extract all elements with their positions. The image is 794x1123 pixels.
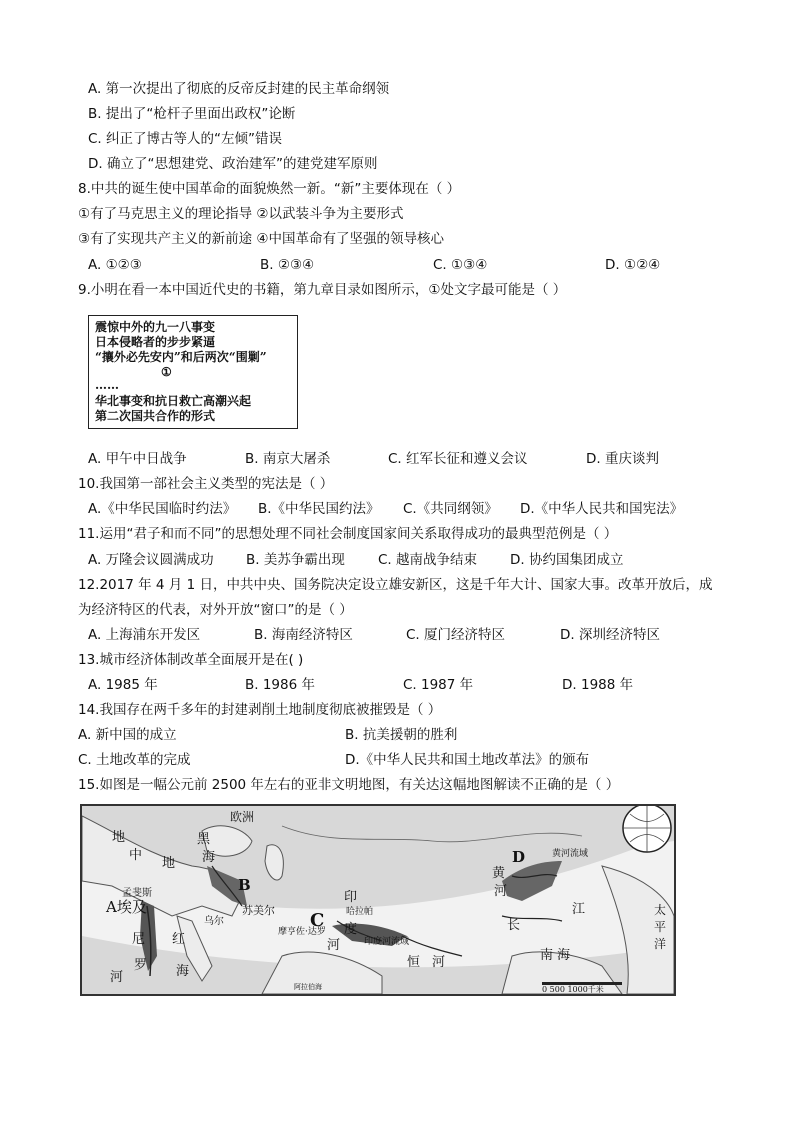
- q12-option-a: A. 上海浦东开发区: [88, 627, 201, 643]
- label-di: 地: [162, 856, 176, 871]
- label-yang: 洋: [654, 937, 667, 951]
- map-graphic: [82, 806, 674, 994]
- q10-option-a: A.《中华民国临时约法》: [88, 501, 237, 517]
- toc-line-6: 华北事变和抗日救亡高潮兴起: [95, 394, 252, 408]
- label-b: B: [238, 876, 251, 894]
- label-nile-luo: 罗: [134, 958, 148, 973]
- q11-option-b: B. 美苏争霸出现: [246, 552, 345, 568]
- label-arabian: 阿拉伯海: [294, 983, 322, 991]
- label-memphis: 孟斐斯: [122, 888, 152, 899]
- q13-option-b: B. 1986 年: [245, 677, 315, 693]
- label-ping: 平: [654, 920, 667, 934]
- q12-option-b: B. 海南经济特区: [254, 627, 353, 643]
- q13-stem: 13.城市经济体制改革全面展开是在( ): [78, 652, 304, 668]
- label-river-he: 河: [327, 938, 341, 953]
- label-ur: 乌尔: [204, 916, 224, 927]
- label-yellow-valley: 黄河流域: [552, 849, 589, 859]
- label-nile-he: 河: [110, 970, 124, 985]
- q14-stem: 14.我国存在两千多年的封建剥削土地制度彻底被摧毁是（ ）: [78, 702, 442, 718]
- label-india: 印: [344, 890, 358, 905]
- label-d: D: [512, 848, 526, 866]
- label-nile-ni: 尼: [132, 932, 146, 947]
- q10-option-c: C.《共同纲领》: [403, 501, 498, 517]
- label-egypt-a: A埃及: [106, 898, 147, 916]
- q12-option-d: D. 深圳经济特区: [560, 627, 660, 643]
- label-c: C: [310, 910, 325, 931]
- q11-option-a: A. 万隆会议圆满成功: [88, 552, 214, 568]
- label-jiang: 江: [572, 902, 586, 917]
- q7-option-c: C. 纠正了博古等人的“左倾”错误: [88, 131, 282, 147]
- q15-stem: 15.如图是一幅公元前 2500 年左右的亚非文明地图，有关达这幅地图解读不正确的是（ ）: [78, 777, 620, 793]
- q11-stem: 11.运用“君子和而不同”的思想处理不同社会制度国家间关系取得成功的最典型范例是（ ）: [78, 526, 618, 542]
- q12-option-c: C. 厦门经济特区: [406, 627, 506, 643]
- toc-line-3: “攘外必先安内”和后两次“围剿”: [95, 350, 267, 364]
- q11-option-d: D. 协约国集团成立: [510, 552, 624, 568]
- q9-toc-figure: [88, 315, 298, 429]
- q8-option-a: A. ①②③: [88, 257, 142, 273]
- label-land: 地: [112, 830, 126, 845]
- q11-option-c: C. 越南战争结束: [378, 552, 478, 568]
- q8-statement-2: ③有了实现共产主义的新前途 ④中国革命有了坚强的领导核心: [78, 231, 444, 247]
- label-tai: 太: [654, 903, 667, 917]
- q12-stem-line-2: 为经济特区的代表，对外开放“窗口”的是（ ）: [78, 602, 353, 618]
- northern-coast: [282, 826, 582, 842]
- q8-stem: 8.中共的诞生使中国革命的面貌焕然一新。“新”主要体现在（ ）: [78, 181, 461, 197]
- q14-option-c: C. 土地改革的完成: [78, 752, 191, 768]
- toc-line-5: ……: [95, 378, 119, 392]
- label-red-hai: 海: [176, 964, 190, 979]
- label-chang: 长: [507, 918, 521, 933]
- label-black: 黑: [197, 832, 211, 847]
- label-indus-valley: 印度河流域: [364, 937, 410, 947]
- q8-statement-1: ①有了马克思主义的理论指导 ②以武装斗争为主要形式: [78, 206, 404, 222]
- q10-option-b: B.《中华民国约法》: [258, 501, 380, 517]
- q9-option-c: C. 红军长征和遵义会议: [388, 451, 528, 467]
- asia-africa-civilization-map: [80, 804, 676, 996]
- label-south-sea: 南 海: [540, 948, 571, 963]
- q9-option-d: D. 重庆谈判: [586, 451, 659, 467]
- q14-option-d: D.《中华人民共和国土地改革法》的颁布: [345, 752, 590, 768]
- q8-option-d: D. ①②④: [605, 257, 661, 273]
- label-he-yellow: 河: [494, 884, 508, 899]
- caspian-sea: [265, 845, 283, 880]
- q9-option-a: A. 甲午中日战争: [88, 451, 187, 467]
- label-du: 度: [344, 922, 358, 937]
- label-sumer: 苏美尔: [242, 904, 275, 917]
- q7-option-b: B. 提出了“枪杆子里面出政权”论断: [88, 106, 296, 122]
- label-river-he2: 河: [432, 955, 446, 970]
- q9-option-b: B. 南京大屠杀: [245, 451, 331, 467]
- q13-option-a: A. 1985 年: [88, 677, 158, 693]
- label-scale: 0 500 1000千米: [542, 985, 604, 994]
- toc-line-7: 第二次国共合作的形式: [95, 409, 216, 423]
- label-harappa: 哈拉帕: [346, 907, 374, 917]
- q14-option-a: A. 新中国的成立: [78, 727, 177, 743]
- label-sea: 海: [202, 850, 216, 865]
- q13-option-d: D. 1988 年: [562, 677, 634, 693]
- q10-option-d: D.《中华人民共和国宪法》: [520, 501, 684, 517]
- q10-stem: 10.我国第一部社会主义类型的宪法是（ ）: [78, 476, 334, 492]
- label-ganges: 恒: [407, 955, 421, 970]
- toc-line-4: ①: [161, 365, 172, 379]
- q7-option-a: A. 第一次提出了彻底的反帝反封建的民主革命纲领: [88, 81, 390, 97]
- q9-stem: 9.小明在看一本中国近代史的书籍，第九章目录如图所示，①处文字最可能是（ ）: [78, 282, 567, 298]
- label-huang: 黄: [492, 866, 506, 881]
- label-red: 红: [172, 932, 186, 947]
- q8-option-c: C. ①③④: [433, 257, 488, 273]
- q12-stem-line-1: 12.2017 年 4 月 1 日，中共中央、国务院决定设立雄安新区，这是千年大计、国家大事。改革开放后，成: [78, 577, 713, 593]
- q14-option-b: B. 抗美援朝的胜利: [345, 727, 458, 743]
- toc-line-2: 日本侵略者的步步紧逼: [95, 335, 216, 349]
- q8-option-b: B. ②③④: [260, 257, 315, 273]
- q7-option-d: D. 确立了“思想建党、政治建军”的建党建军原则: [88, 156, 378, 172]
- label-zhong: 中: [129, 848, 143, 863]
- toc-line-1: 震惊中外的九一八事变: [95, 320, 216, 334]
- label-europe: 欧洲: [230, 810, 255, 824]
- q13-option-c: C. 1987 年: [403, 677, 474, 693]
- label-mohenjo: 摩亨佐·达罗: [278, 927, 326, 937]
